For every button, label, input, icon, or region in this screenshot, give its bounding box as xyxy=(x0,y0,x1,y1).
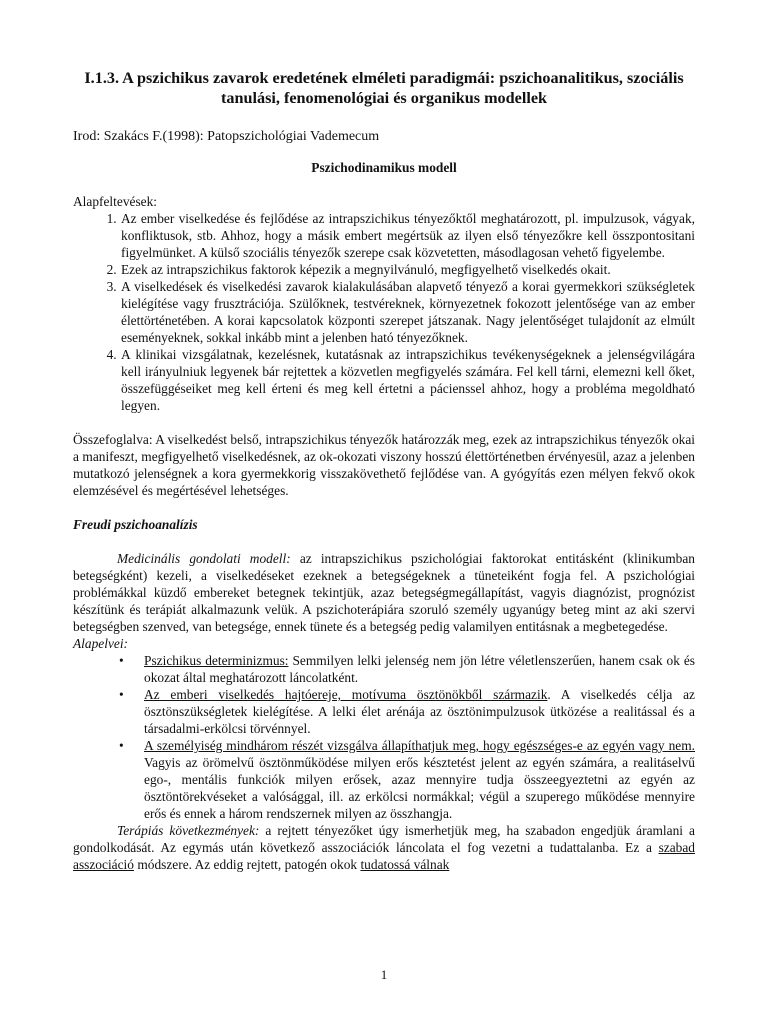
principle-text: Semmilyen lelki jelenség nem jön létre véletlenszerűen, hanem csak ok és okozat által meghatározott láncolatként. xyxy=(144,653,695,685)
list-item: 4. A klinikai vizsgálatnak, kezelésnek, kutatásnak az intrapszichikus tevékenységeknek a jelenségvilágára kell irányulniuk legyenek bár rejtettek a közvetlen megfigyelés számára. Fel kell tárni, elemezni kell őket, összefüggéseiket meg kell érteni és meg kell értetni a pácienssel ahhoz, hogy a probléma megoldható legyen. xyxy=(120,346,695,414)
principle-underlined: Pszichikus determinizmus: xyxy=(144,653,289,668)
section-heading-freud: Freudi pszichoanalízis xyxy=(73,517,198,532)
summary-paragraph: Összefoglalva: A viselkedést belső, intrapszichikus tényezők határozzák meg, ezek az intrapszichikus tényezők okai a manifeszt, megfigyelhető viselkedésnek, az ok-okozati viszony hosszú élettörténetben érvényesül, azaz a jelenben mutatkozó jelenségnek a kora gyermekkorig visszakövethető fejlődése van. A gyógyítás ezen mélyen fekvő okok elemzésével és megértésével lehetséges. xyxy=(73,432,695,498)
principle-underlined: Az emberi viselkedés hajtóereje, motívuma ösztönökből származik xyxy=(144,687,548,702)
therapy-text: a rejtett tényezőket úgy ismerhetjük meg, ha szabadon engedjük áramlani a gondolkodását. Az egymás után következő asszociációk láncolata el fog vezetni a tudattalanba. Ez a xyxy=(73,823,695,855)
list-item: 1. Az ember viselkedése és fejlődése az intrapszichikus tényezőktől meghatározott, pl. impulzusok, vágyak, konfliktusok, stb. Ahhoz, hogy a másik embert megértsük az ilyen első tényezőkre kell összpontositani figyelmünket. A külső szociális tényezők szerepe csak közvetetten, másodlagosan vehető figyelembe. xyxy=(120,210,695,261)
medical-model-text: az intrapszichikus pszichológiai faktorokat entitásként (klinikumban betegségként) kezeli, a viselkedéseket ezeknek a betegségeknek a tüneteiként fogja fel. A pszichológiai problémákkal küzdő embereket betegnek tekintjük, azaz betegségmegállapítást, vagyis diagnózist, prognózist készítünk és terápiát alkalmazunk velük. A pszichoterápiára szoruló személy ugyanúgy beteg mint az aki szervi betegségben szenved, van betegsége, ennek tünete és a betegség pedig valamilyen entitásnak a megbetegedése. xyxy=(73,551,695,634)
free-association-term: szabad asszociáció xyxy=(73,840,695,872)
therapy-paragraph xyxy=(73,822,695,873)
principles-list xyxy=(73,652,695,822)
principles-label-text: Alapelvei: xyxy=(73,636,129,651)
list-item: 2. Ezek az intrapszichikus faktorok képezik a megnyilvánuló, megfigyelhető viselkedés okait. xyxy=(120,261,695,278)
therapy-text: módszere. Az eddig rejtett, patogén okok xyxy=(133,857,361,872)
assumptions-label: Alapfeltevések: xyxy=(73,194,158,209)
principle-underlined: A személyiség mindhárom részét vizsgálva állapíthatjuk meg, hogy egészséges-e az egyén vagy nem. xyxy=(144,738,695,753)
bullet-icon: • xyxy=(119,738,124,753)
principle-text: . A viselkedés célja az ösztönszükségletek kielégítése. A lelki élet arénája az ösztönimpulzusok ütközése a realitással és a társadalmi-erkölcsi törvénnyel. xyxy=(144,687,695,736)
become-conscious-term: tudatossá válnak xyxy=(360,857,450,872)
reference-line: Irod: Szakács F.(1998): Patopszichológiai Vademecum xyxy=(73,129,380,144)
list-item xyxy=(119,652,695,686)
therapy-label: Terápiás következmények: xyxy=(117,823,260,838)
principle-text: Vagyis az örömelvű ösztönműködése milyen erős késztetést jelent az egyén számára, a realitáselvű ego-, mentális funkciók milyen erősek, azaz mennyire tudja összeegyeztetni az egyén az ösztöntörekvéseket a valósággal, ill. az erkölcsi normákkal; végül a szuperego működése mennyire erős és ennek a három rendszernek milyen az összhangja. xyxy=(144,755,695,821)
principles-label xyxy=(73,635,695,652)
medical-model-label: Medicinális gondolati modell: xyxy=(117,551,291,566)
assumptions-list xyxy=(73,210,695,414)
section-heading-psychodynamic: Pszichodinamikus modell xyxy=(311,160,457,175)
list-item xyxy=(119,737,695,822)
medical-model-paragraph xyxy=(73,550,695,635)
page-number: 1 xyxy=(380,967,388,982)
list-item: 3. A viselkedések és viselkedési zavarok kialakulásában alapvető tényező a korai gyermekkori szükségletek kielégítése vagy frusztrációja. Szülőknek, testvéreknek, környezetnek fokozott jelentősége van az ember élettörténetében. A korai kapcsolatok központi szerepet játszanak. Nagy jelentőséget tulajdonít az elmúlt eseményeknek, sokkal inkább mint a jelenben ható tényezőknek. xyxy=(120,278,695,346)
bullet-icon: • xyxy=(119,653,124,668)
list-item xyxy=(119,686,695,737)
bullet-icon: • xyxy=(119,687,124,702)
page-title: I.1.3. A pszichikus zavarok eredetének elméleti paradigmái: pszichoanalitikus, szociális tanulási, fenomenológiai és organikus modellek xyxy=(84,69,684,107)
